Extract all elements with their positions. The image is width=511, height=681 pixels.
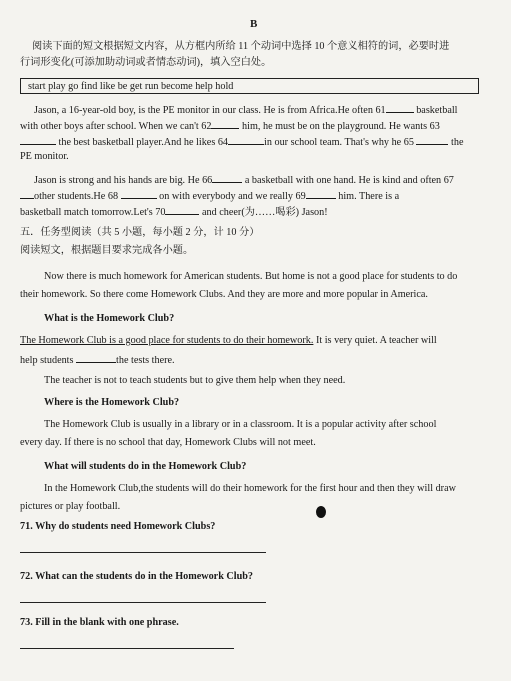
blank-67[interactable] xyxy=(20,188,34,199)
cloze-text: with other boys after school. When we can't 62 xyxy=(20,121,212,132)
underlined-sentence: The Homework Club is a good place for students to do their homework. xyxy=(20,335,314,346)
cloze-text: other students.He 68 xyxy=(34,191,119,202)
blank-68[interactable] xyxy=(121,188,157,199)
s3-line1: In the Homework Club,the students will do their homework for the first hour and then they will draw xyxy=(44,483,456,494)
answer-line-72[interactable] xyxy=(20,602,266,603)
s1-line1 xyxy=(20,334,437,347)
instructions-line-1: 阅读下面的短文根据短文内容，从方框内所给 11 个动词中选择 10 个意义相符的词，必要时进 xyxy=(32,41,450,52)
cloze-text: him, he must be on the playground. He wants 63 xyxy=(242,121,440,132)
subtitle-where: Where is the Homework Club? xyxy=(44,397,180,408)
cloze-text: Jason, a 16-year-old boy, is the PE monitor in our class. He is from Africa.He often 61 xyxy=(34,105,386,116)
ink-blot xyxy=(316,506,326,518)
s3-line2: pictures or play football. xyxy=(20,501,121,512)
blank-62[interactable] xyxy=(211,118,239,129)
cloze-p1-line2 xyxy=(20,118,440,133)
word-box-words: start play go find like be get run become help hold xyxy=(28,81,234,92)
question-72: 72. What can the students do in the Homework Club? xyxy=(20,571,254,582)
cloze-p1-line3 xyxy=(20,134,463,149)
cloze-p1-line4: PE monitor. xyxy=(20,151,69,162)
intro-line-2: their homework. So there come Homework Clubs. And they are more and more popular in America. xyxy=(20,289,428,300)
s2-line1: The Homework Club is usually in a library or in a classroom. It is a popular activity after school xyxy=(44,419,437,430)
cloze-text: on with everybody and we really 69 xyxy=(159,191,306,202)
s1-line3: The teacher is not to teach students but to give them help when they need. xyxy=(44,375,346,386)
cloze-text: in our school team. That's why he 65 xyxy=(264,137,414,148)
section-letter: B xyxy=(250,18,258,30)
blank-66[interactable] xyxy=(212,172,242,183)
blank-73[interactable] xyxy=(76,352,116,363)
subtitle-what: What is the Homework Club? xyxy=(44,313,175,324)
s2-line2: every day. If there is no school that day, Homework Clubs will not meet. xyxy=(20,437,316,448)
cloze-text: Jason is strong and his hands are big. He 66 xyxy=(34,175,213,186)
blank-64[interactable] xyxy=(228,134,264,145)
blank-65[interactable] xyxy=(416,134,448,145)
cloze-text: basketball xyxy=(416,105,458,116)
subtitle-do: What will students do in the Homework Club? xyxy=(44,461,247,472)
cloze-text: basketball match tomorrow.Let's 70 xyxy=(20,207,166,218)
cloze-text: a basketball with one hand. He is kind and often 67 xyxy=(244,175,454,186)
s1-line2 xyxy=(20,352,175,367)
cloze-p2-line1 xyxy=(34,172,454,187)
intro-line-1: Now there is much homework for American students. But home is not a good place for students to do xyxy=(44,271,458,282)
blank-70[interactable] xyxy=(165,204,199,215)
cloze-text: and cheer(为……喝彩) Jason! xyxy=(202,207,328,218)
cloze-p2-line3 xyxy=(20,204,328,219)
question-73: 73. Fill in the blank with one phrase. xyxy=(20,617,179,628)
blank-63[interactable] xyxy=(20,134,56,145)
cloze-text: the best basketball player.And he likes 64 xyxy=(58,137,229,148)
cloze-p2-line2 xyxy=(20,188,399,203)
cloze-p1-line1 xyxy=(34,102,458,117)
s1-text: the tests there. xyxy=(116,355,175,366)
cloze-text: him. There is a xyxy=(338,191,400,202)
instructions-line-2: 行词形变化(可添加助动词或者情态动词)，填入空白处。 xyxy=(20,57,272,68)
question-71: 71. Why do students need Homework Clubs? xyxy=(20,521,216,532)
s1-text: help students xyxy=(20,355,74,366)
task-heading: 五．任务型阅读（共 5 小题，每小题 2 分，计 10 分） xyxy=(20,227,260,238)
answer-line-73[interactable] xyxy=(20,648,234,649)
blank-61[interactable] xyxy=(386,102,414,113)
s1-text: It is very quiet. A teacher will xyxy=(313,335,437,346)
blank-69[interactable] xyxy=(306,188,336,199)
answer-line-71[interactable] xyxy=(20,552,266,553)
cloze-text: the xyxy=(451,137,464,148)
task-subheading: 阅读短文，根据题目要求完成各小题。 xyxy=(20,245,194,256)
